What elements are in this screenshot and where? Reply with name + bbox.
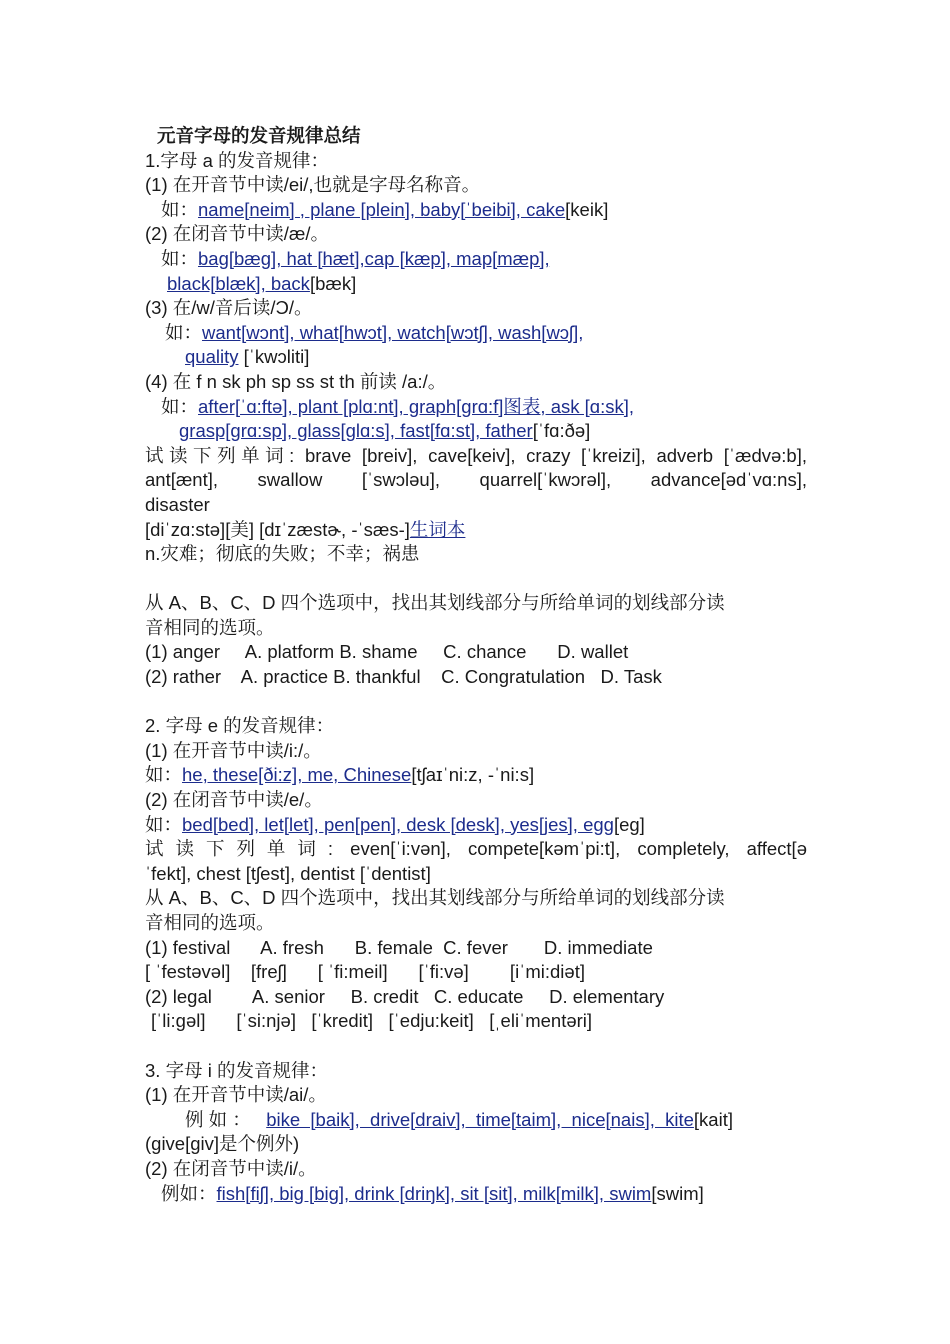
example-tail: [swim] bbox=[651, 1182, 704, 1204]
section-2-heading: 2. 字母 e 的发音规律： bbox=[145, 715, 335, 737]
note-line: (give[giv]是个例外) bbox=[145, 1133, 300, 1155]
pronunciation-text: [diˈzɑ:stə][美] [dɪˈzæstɚ, -ˈsæs-] bbox=[145, 518, 410, 540]
example-tail: [tʃaɪˈni:z, -ˈni:s] bbox=[411, 764, 535, 786]
document-page bbox=[145, 124, 807, 1206]
example-tail: [ˈfɑ:ðə] bbox=[532, 420, 591, 442]
practice-line: 试读下列单词: even[ˈi:vən], compete[kəmˈpi:t], completely, affect[ə bbox=[145, 838, 807, 860]
rule-text: (4) 在 f n sk ph sp ss st th 前读 /a:/。 bbox=[145, 370, 447, 392]
example-link[interactable]: bag[bæg], hat [hæt],cap [kæp], map[mæp], bbox=[198, 247, 550, 269]
dictionary-line bbox=[145, 518, 807, 543]
question-ipa-line: [ ˈfestəvəl] [freʃ] [ ˈfi:meil] [ˈfi:və] [iˈmi:diət] bbox=[145, 961, 585, 983]
page-title: 元音字母的发音规律总结 bbox=[157, 125, 361, 146]
rule-text: (2) 在闭音节中读/e/。 bbox=[145, 789, 323, 811]
instruction-line: 从 A、B、C、D 四个选项中，找出其划线部分与所给单词的划线部分读 bbox=[145, 887, 725, 909]
question-line: (1) festival A. fresh B. female C. fever D. immediate bbox=[145, 936, 653, 958]
example-tail: [eg] bbox=[613, 813, 645, 835]
example-prefix: 如： bbox=[165, 321, 203, 343]
example-link-text: quality bbox=[185, 346, 239, 368]
section-1-heading: 1.字母 a 的发音规律： bbox=[145, 149, 329, 171]
section-3-heading: 3. 字母 i 的发音规律： bbox=[145, 1059, 328, 1081]
example-link-text: black[blæk], back bbox=[167, 272, 310, 294]
question-ipa-line: [ˈli:gəl] [ˈsi:njə] [ˈkredit] [ˈedju:keit] [ˌeliˈmentəri] bbox=[151, 1010, 593, 1032]
rule-text: (1) 在开音节中读/ai/。 bbox=[145, 1084, 327, 1106]
rule-text: (2) 在闭音节中读/i/。 bbox=[145, 1157, 317, 1179]
example-line bbox=[145, 272, 807, 297]
example-line bbox=[145, 321, 807, 346]
example-prefix: 例 如 ： bbox=[185, 1108, 251, 1130]
example-link[interactable]: after[ˈɑ:ftə], plant [plɑ:nt], graph[grɑ:f]图表, ask [ɑ:sk], bbox=[198, 395, 634, 417]
practice-line: disaster bbox=[145, 493, 210, 515]
example-tail: [kait] bbox=[693, 1108, 733, 1130]
example-link[interactable] bbox=[145, 273, 310, 294]
rule-text: (1) 在开音节中读/i:/。 bbox=[145, 739, 322, 761]
example-prefix: 如： bbox=[145, 813, 183, 835]
blank-line bbox=[145, 567, 807, 592]
example-prefix: 如： bbox=[161, 395, 199, 417]
example-line bbox=[145, 813, 807, 838]
example-line bbox=[145, 345, 807, 370]
example-link[interactable]: name[neim] , plane [plein], baby[ˈbeibi], cake bbox=[198, 198, 566, 220]
example-line bbox=[145, 763, 807, 788]
instruction-line: 音相同的选项。 bbox=[145, 616, 275, 638]
practice-line: 试读下列单词: brave [breiv], cave[keiv], crazy [ˈkreizi], adverb [ˈædvə:b], bbox=[145, 444, 807, 466]
example-tail: [keik] bbox=[565, 198, 609, 220]
example-tail: [ˈkwɔliti] bbox=[238, 346, 310, 368]
example-link-text: grasp[grɑ:sp], glass[glɑ:s], fast[fɑ:st], father bbox=[179, 420, 533, 442]
example-tail: [bæk] bbox=[309, 272, 357, 294]
example-prefix: 例如： bbox=[161, 1182, 217, 1204]
blank-line bbox=[145, 690, 807, 715]
example-line bbox=[145, 247, 807, 272]
question-line: (2) legal A. senior B. credit C. educate D. elementary bbox=[145, 985, 665, 1007]
instruction-line: 从 A、B、C、D 四个选项中，找出其划线部分与所给单词的划线部分读 bbox=[145, 592, 725, 614]
question-line: (1) anger A. platform B. shame C. chance D. wallet bbox=[145, 641, 629, 663]
rule-text: (3) 在/w/音后读/Ɔ/。 bbox=[145, 297, 313, 319]
example-line bbox=[145, 419, 807, 444]
example-line bbox=[145, 198, 807, 223]
example-prefix: 如： bbox=[161, 247, 199, 269]
example-link[interactable]: bike [baik], drive[draiv], time[taim], nice[nais], kite bbox=[266, 1108, 694, 1130]
definition-line: n.灾难；彻底的失败；不幸；祸患 bbox=[145, 543, 420, 565]
example-line bbox=[145, 1108, 807, 1133]
example-link[interactable]: fish[fiʃ], big [big], drink [driŋk], sit [sit], milk[milk], swim bbox=[216, 1182, 652, 1204]
example-prefix: 如： bbox=[161, 198, 199, 220]
practice-line: ant[ænt], swallow [ˈswɔləu], quarrel[ˈkwɔrəl], advance[ədˈvɑ:ns], bbox=[145, 469, 807, 491]
blank-line bbox=[145, 1034, 807, 1059]
example-link[interactable]: bed[bed], let[let], pen[pen], desk [desk], yes[jes], egg bbox=[182, 813, 614, 835]
example-link[interactable]: he, these[ði:z], me, Chinese bbox=[182, 764, 412, 786]
question-line: (2) rather A. practice B. thankful C. Congratulation D. Task bbox=[145, 666, 662, 688]
rule-text: (1) 在开音节中读/ei/,也就是字母名称音。 bbox=[145, 174, 481, 196]
vocabulary-link[interactable]: 生词本 bbox=[409, 518, 466, 540]
rule-text: (2) 在闭音节中读/æ/。 bbox=[145, 223, 329, 245]
example-link[interactable] bbox=[145, 420, 533, 441]
instruction-line: 音相同的选项。 bbox=[145, 912, 275, 933]
example-prefix: 如： bbox=[145, 764, 183, 786]
practice-line: ˈfekt], chest [tʃest], dentist [ˈdentist] bbox=[145, 862, 431, 884]
example-link[interactable]: want[wɔnt], what[hwɔt], watch[wɔtʃ], wash[wɔʃ], bbox=[202, 321, 584, 343]
example-link[interactable] bbox=[145, 346, 238, 367]
example-line bbox=[145, 395, 807, 420]
example-line bbox=[145, 1182, 807, 1207]
